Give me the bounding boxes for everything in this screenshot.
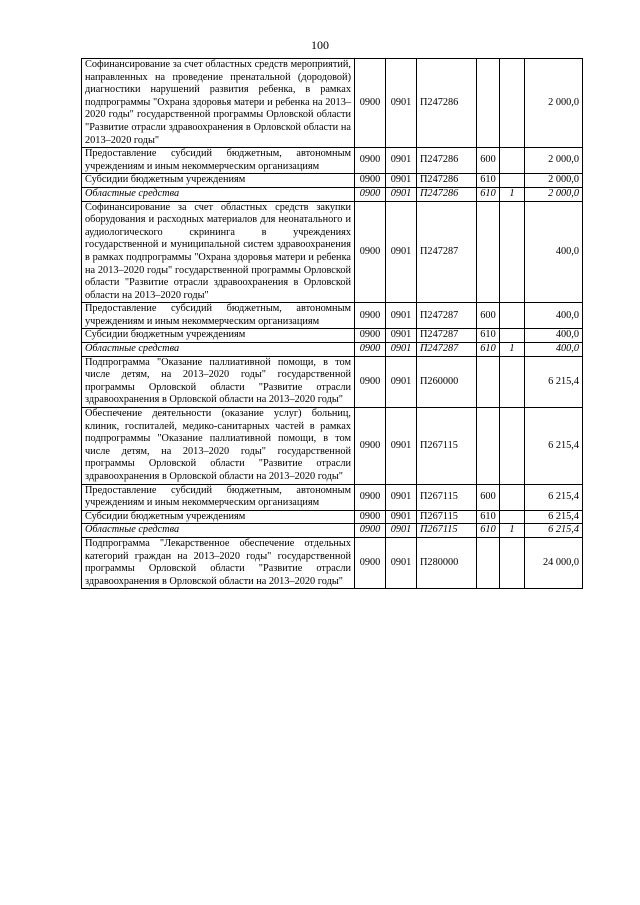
- row-description: Подпрограмма "Лекарственное обеспечение отдельных категорий граждан на 2013–2020 годы" государственной программы Орловской области "Развитие отрасли здравоохранения в Орловской области на 2013–2020 годы": [82, 537, 355, 588]
- row-ministry-code: 0900: [355, 408, 386, 485]
- row-section-code: 0901: [386, 201, 417, 303]
- row-article-code: П267115: [417, 484, 477, 510]
- row-funding-source: [500, 148, 525, 174]
- row-funding-source: [500, 510, 525, 524]
- row-funding-source: 1: [500, 187, 525, 201]
- row-article-code: П280000: [417, 537, 477, 588]
- row-funding-source: [500, 329, 525, 343]
- row-section-code: 0901: [386, 524, 417, 538]
- row-funding-source: [500, 59, 525, 148]
- row-article-code: П247286: [417, 59, 477, 148]
- row-expense-type: 610: [477, 329, 500, 343]
- row-funding-source: [500, 537, 525, 588]
- row-ministry-code: 0900: [355, 187, 386, 201]
- table-row: [82, 343, 583, 357]
- row-expense-type: [477, 201, 500, 303]
- row-amount: 2 000,0: [525, 174, 583, 188]
- row-amount: 6 215,4: [525, 484, 583, 510]
- row-article-code: П247286: [417, 148, 477, 174]
- row-amount: 6 215,4: [525, 356, 583, 407]
- row-amount: 400,0: [525, 303, 583, 329]
- table-row: [82, 537, 583, 588]
- table-row: [82, 148, 583, 174]
- row-ministry-code: 0900: [355, 510, 386, 524]
- table-row: [82, 484, 583, 510]
- row-ministry-code: 0900: [355, 484, 386, 510]
- row-funding-source: [500, 201, 525, 303]
- row-expense-type: [477, 59, 500, 148]
- row-article-code: П267115: [417, 510, 477, 524]
- row-amount: 6 215,4: [525, 524, 583, 538]
- row-description: Подпрограмма "Оказание паллиативной помощи, в том числе детям, на 2013–2020 годы" государственной программы Орловской области "Развитие отрасли здравоохранения в Орловской области на 2013–2020 годы": [82, 356, 355, 407]
- row-amount: 6 215,4: [525, 510, 583, 524]
- table-row: [82, 187, 583, 201]
- row-expense-type: 600: [477, 148, 500, 174]
- row-ministry-code: 0900: [355, 174, 386, 188]
- row-expense-type: [477, 408, 500, 485]
- row-expense-type: 610: [477, 343, 500, 357]
- row-funding-source: [500, 484, 525, 510]
- row-expense-type: 610: [477, 174, 500, 188]
- table-row: [82, 408, 583, 485]
- row-amount: 2 000,0: [525, 187, 583, 201]
- row-funding-source: 1: [500, 343, 525, 357]
- row-section-code: 0901: [386, 484, 417, 510]
- row-description: Обеспечение деятельности (оказание услуг) больниц, клиник, госпиталей, медико-санитарных частей в рамках подпрограммы "Оказание паллиативной помощи, в том числе детям, на 2013–2020 годы" государственной программы Орловской области "Развитие отрасли здравоохранения в Орловской области на 2013–2020 годы": [82, 408, 355, 485]
- row-article-code: П247287: [417, 201, 477, 303]
- row-article-code: П247287: [417, 343, 477, 357]
- row-description: Субсидии бюджетным учреждениям: [82, 329, 355, 343]
- row-amount: 6 215,4: [525, 408, 583, 485]
- row-amount: 2 000,0: [525, 148, 583, 174]
- row-expense-type: 610: [477, 510, 500, 524]
- row-section-code: 0901: [386, 343, 417, 357]
- row-description: Областные средства: [82, 187, 355, 201]
- row-ministry-code: 0900: [355, 537, 386, 588]
- row-ministry-code: 0900: [355, 201, 386, 303]
- row-section-code: 0901: [386, 59, 417, 148]
- row-article-code: П247286: [417, 187, 477, 201]
- row-amount: 400,0: [525, 201, 583, 303]
- row-section-code: 0901: [386, 148, 417, 174]
- row-ministry-code: 0900: [355, 524, 386, 538]
- table-row: [82, 59, 583, 148]
- row-section-code: 0901: [386, 187, 417, 201]
- row-funding-source: [500, 356, 525, 407]
- table-row: [82, 174, 583, 188]
- row-description: Предоставление субсидий бюджетным, автономным учреждениям и иным некоммерческим организациям: [82, 484, 355, 510]
- table-row: [82, 356, 583, 407]
- row-ministry-code: 0900: [355, 59, 386, 148]
- row-article-code: П260000: [417, 356, 477, 407]
- row-amount: 400,0: [525, 343, 583, 357]
- row-article-code: П247286: [417, 174, 477, 188]
- table-row: [82, 329, 583, 343]
- row-article-code: П247287: [417, 303, 477, 329]
- row-section-code: 0901: [386, 537, 417, 588]
- row-ministry-code: 0900: [355, 329, 386, 343]
- table-row: [82, 201, 583, 303]
- row-description: Предоставление субсидий бюджетным, автономным учреждениям и иным некоммерческим организациям: [82, 148, 355, 174]
- row-ministry-code: 0900: [355, 303, 386, 329]
- row-section-code: 0901: [386, 356, 417, 407]
- row-ministry-code: 0900: [355, 148, 386, 174]
- row-section-code: 0901: [386, 510, 417, 524]
- table-row: [82, 524, 583, 538]
- row-description: Предоставление субсидий бюджетным, автономным учреждениям и иным некоммерческим организациям: [82, 303, 355, 329]
- row-article-code: П267115: [417, 408, 477, 485]
- row-section-code: 0901: [386, 174, 417, 188]
- row-amount: 2 000,0: [525, 59, 583, 148]
- row-funding-source: [500, 303, 525, 329]
- row-description: Субсидии бюджетным учреждениям: [82, 510, 355, 524]
- row-expense-type: 600: [477, 484, 500, 510]
- row-expense-type: [477, 537, 500, 588]
- row-section-code: 0901: [386, 329, 417, 343]
- row-amount: 24 000,0: [525, 537, 583, 588]
- table-row: [82, 303, 583, 329]
- row-section-code: 0901: [386, 303, 417, 329]
- row-funding-source: 1: [500, 524, 525, 538]
- budget-table: [81, 58, 583, 589]
- row-expense-type: 610: [477, 524, 500, 538]
- row-funding-source: [500, 408, 525, 485]
- row-description: Областные средства: [82, 343, 355, 357]
- table-row: [82, 510, 583, 524]
- row-description: Софинансирование за счет областных средств мероприятий, направленных на проведение пренатальной (дородовой) диагностики нарушений развития ребенка, в рамках подпрограммы "Охрана здоровья матери и ребенка на 2013–2020 годы" государственной программы Орловской области "Развитие отрасли здравоохранения в Орловской области на 2013–2020 годы": [82, 59, 355, 148]
- row-expense-type: 600: [477, 303, 500, 329]
- row-description: Софинансирование за счет областных средств закупки оборудования и расходных материалов для неонатального и аудиологического скрининга в учреждениях государственной и муниципальной систем здравоохранения в рамках подпрограммы "Охрана здоровья матери и ребенка на 2013–2020 годы" государственной программы Орловской области "Развитие отрасли здравоохранения в Орловской области на 2013–2020 годы": [82, 201, 355, 303]
- row-ministry-code: 0900: [355, 343, 386, 357]
- row-funding-source: [500, 174, 525, 188]
- page-number: 100: [311, 38, 329, 52]
- row-expense-type: [477, 356, 500, 407]
- row-article-code: П267115: [417, 524, 477, 538]
- row-description: Субсидии бюджетным учреждениям: [82, 174, 355, 188]
- row-article-code: П247287: [417, 329, 477, 343]
- row-amount: 400,0: [525, 329, 583, 343]
- row-ministry-code: 0900: [355, 356, 386, 407]
- row-description: Областные средства: [82, 524, 355, 538]
- row-section-code: 0901: [386, 408, 417, 485]
- row-expense-type: 610: [477, 187, 500, 201]
